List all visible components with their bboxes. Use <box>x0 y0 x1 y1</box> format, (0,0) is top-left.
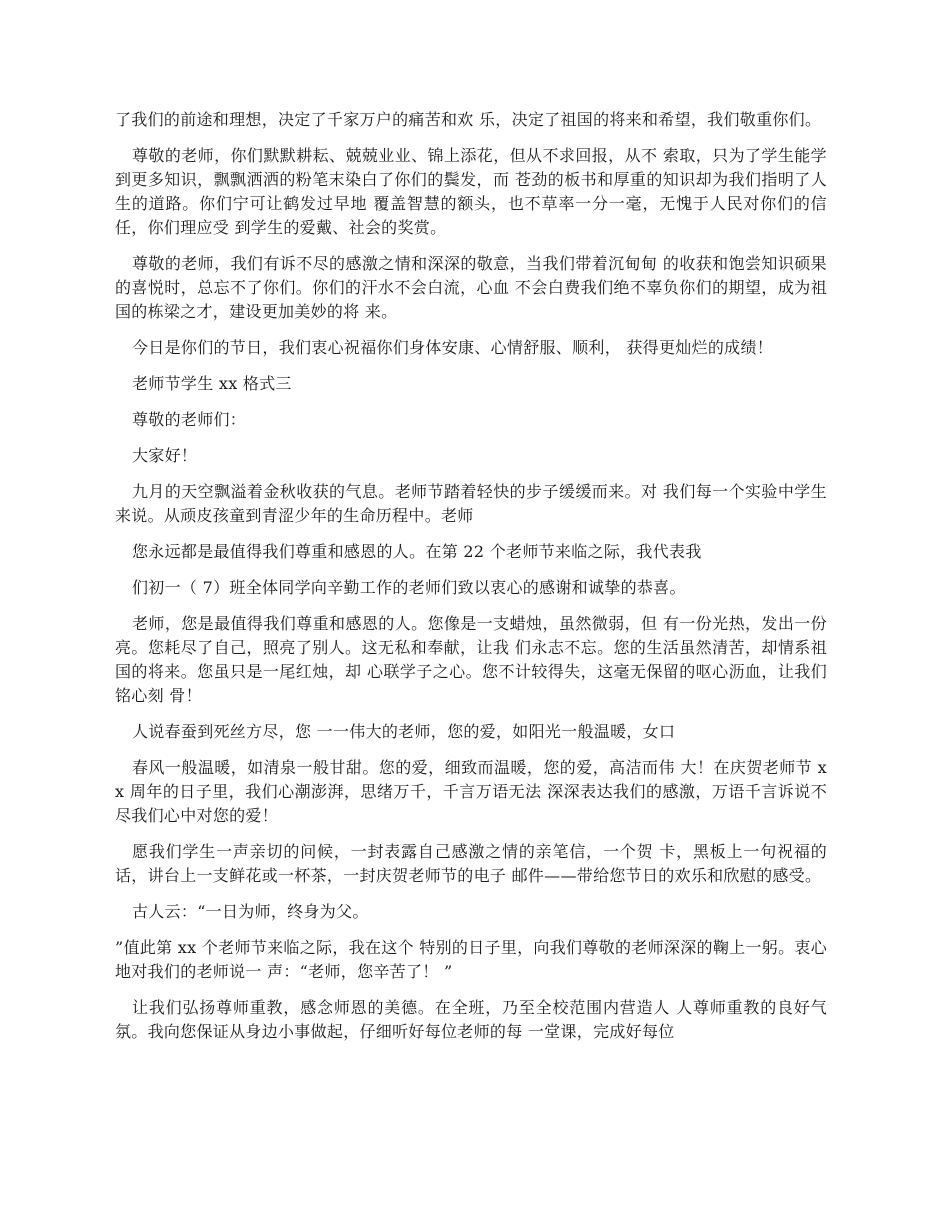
paragraph: 尊敬的老师，你们默默耕耘、兢兢业业、锦上添花，但从不求回报，从不 索取，只为了学生能学到更多知识，飘飘洒洒的粉笔末染白了你们的鬓发，而 苍劲的板书和厚重的知识却为我们指明了人生的道路。你们宁可让鹤发过早地 覆盖智慧的额头，也不草率一分一毫，无愧于人民对你们的信任，你们理应受 到学生的爱戴、社会的奖赏。 <box>115 146 827 237</box>
paragraph-continuation: 了我们的前途和理想，决定了千家万户的痛苦和欢 乐，决定了祖国的将来和希望，我们敬重你们。 <box>115 110 822 129</box>
paragraph: 们初一（ 7）班全体同学向辛勤工作的老师们致以衷心的感谢和诚挚的恭喜。 <box>132 578 686 597</box>
section-heading: 老师节学生 xx 格式三 <box>132 374 292 393</box>
paragraph: 您永远都是最值得我们尊重和感恩的人。在第 22 个老师节来临之际，我代表我 <box>132 542 702 561</box>
paragraph: 老师，您是最值得我们尊重和感恩的人。您像是一支蜡烛，虽然微弱，但 有一份光热，发出一份亮。您耗尽了自己，照亮了别人。这无私和奉献，让我 们永志不忘。您的生活虽然清苦，却情系祖国的将来。您虽只是一尾红烛，却 心联学子之心。您不计较得失，这毫无保留的呕心沥血，让我们铭心刻 骨！ <box>115 614 827 705</box>
paragraph: 今日是你们的节日，我们衷心祝福你们身体安康、心情舒服、顺利， 获得更灿烂的成绩！ <box>132 338 774 357</box>
document-page <box>115 108 827 1056</box>
paragraph: 尊敬的老师，我们有诉不尽的感激之情和深深的敬意，当我们带着沉甸甸 的收获和饱尝知识硕果的喜悦时，总忘不了你们。你们的汗水不会白流，心血 不会白费我们绝不辜负你们的期望，成为祖国的栋梁之才，建设更加美妙的将 来。 <box>115 254 827 321</box>
paragraph: 让我们弘扬尊师重教，感念师恩的美德。在全班，乃至全校范围内营造人 人尊师重教的良好气氛。我向您保证从身边小事做起，仔细听好每位老师的每 一堂课，完成好每位 <box>115 998 827 1041</box>
paragraph: ”值此第 xx 个老师节来临之际，我在这个 特别的日子里，向我们尊敬的老师深深的鞠上一躬。衷心地对我们的老师说一 声：“老师，您辛苦了！ ” <box>115 938 827 981</box>
paragraph: 人说春蚕到死丝方尽，您 一一伟大的老师，您的爱，如阳光一般温暖，女口 <box>132 722 676 741</box>
paragraph: 九月的天空飘溢着金秋收获的气息。老师节踏着轻快的步子缓缓而来。对 我们每一个实验中学生来说。从顽皮孩童到青涩少年的生命历程中。老师 <box>115 482 827 525</box>
greeting: 大家好！ <box>132 446 198 465</box>
paragraph: 春风一般温暖，如清泉一般甘甜。您的爱，细致而温暖，您的爱，高洁而伟 大！在庆贺老师节 xx 周年的日子里，我们心潮澎湃，思绪万千，千言万语无法 深深表达我们的感激，万语千言诉说不尽我们心中对您的爱！ <box>115 758 827 825</box>
paragraph: 古人云：“一日为师，终身为父。 <box>132 902 369 921</box>
salutation: 尊敬的老师们： <box>132 410 247 429</box>
paragraph: 愿我们学生一声亲切的问候，一封表露自己感激之情的亲笔信，一个贺 卡，黑板上一句祝福的话，讲台上一支鲜花或一杯茶，一封庆贺老师节的电子 邮件——带给您节日的欢乐和欣慰的感受。 <box>115 842 827 885</box>
